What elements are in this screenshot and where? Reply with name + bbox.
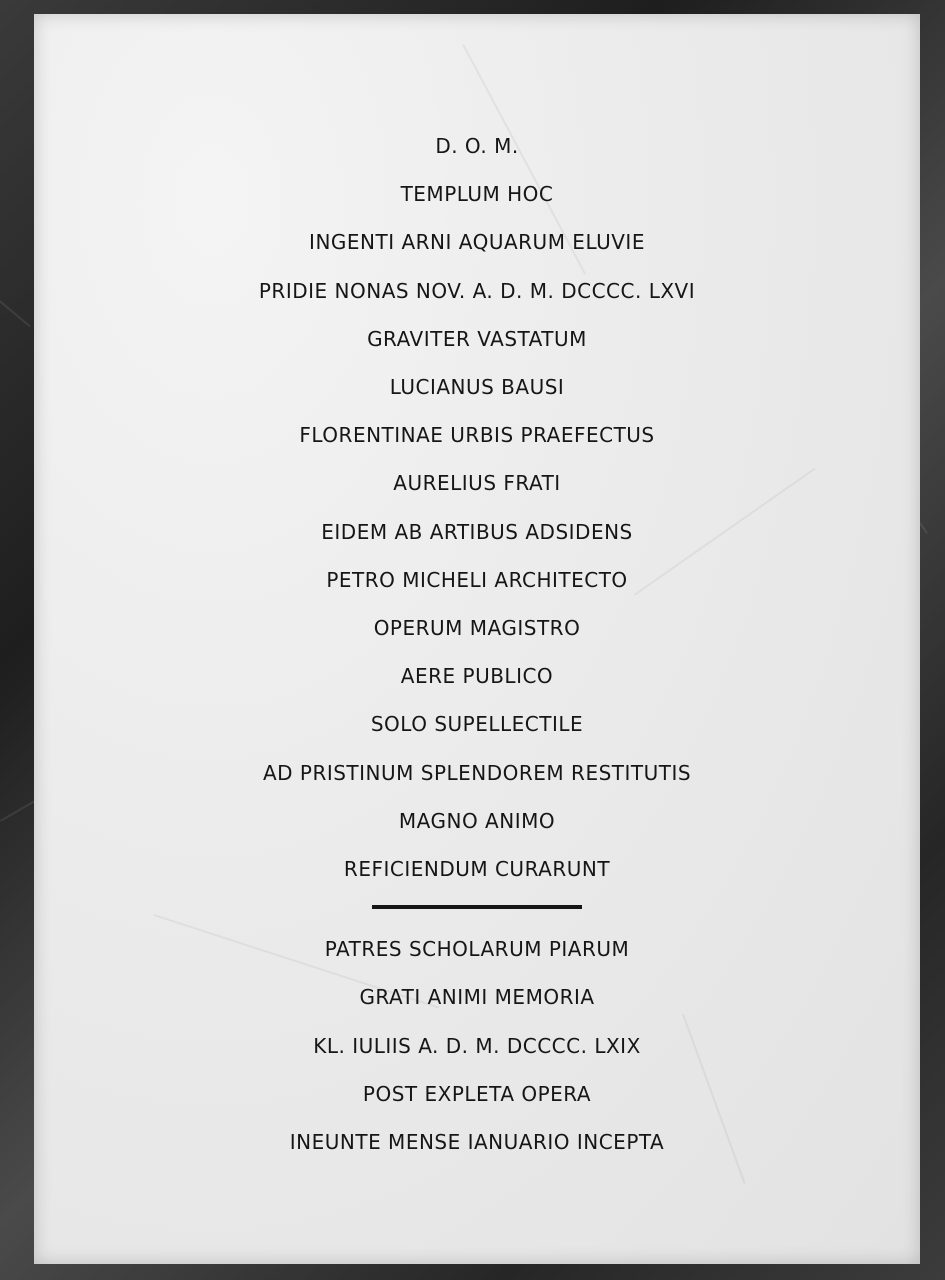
inscription-line: PATRES SCHOLARUM PIARUM [324,937,630,962]
inscription-line: REFICIENDUM CURARUNT [343,857,611,882]
frame-vein [0,300,31,327]
inscription-divider [372,905,582,909]
inscription-line: GRATI ANIMI MEMORIA [359,985,595,1010]
inscription-line: GRAVITER VASTATUM [367,326,587,351]
frame-vein [0,800,36,822]
inscription-line: D. O. M. [435,134,519,158]
inscription-line: LUCIANUS BAUSI [389,375,565,400]
inscription-line: POST EXPLETA OPERA [362,1081,592,1106]
inscription-line: FLORENTINAE URBIS PRAEFECTUS [299,423,655,448]
inscription-line: MAGNO ANIMO [398,808,556,833]
inscription-line: AURELIUS FRATI [393,471,561,496]
inscription-line: KL. IULIIS A. D. M. DCCCC. LXIX [313,1033,641,1058]
inscription [34,122,920,1166]
inscription-line: INGENTI ARNI AQUARUM ELUVIE [309,230,645,255]
inscription-line: INEUNTE MENSE IANUARIO INCEPTA [289,1130,665,1155]
inscription-line: AERE PUBLICO [400,664,554,689]
inscription-line: PRIDIE NONAS NOV. A. D. M. DCCCC. LXVI [258,278,696,303]
inscription-line: OPERUM MAGISTRO [373,616,581,641]
inscription-line: AD PRISTINUM SPLENDOREM RESTITUTIS [262,760,692,785]
inscription-line: TEMPLUM HOC [400,182,554,207]
inscription-line: EIDEM AB ARTIBUS ADSIDENS [321,519,633,544]
marble-plaque [34,14,920,1264]
inscription-line: SOLO SUPELLECTILE [370,712,584,737]
inscription-line: PETRO MICHELI ARCHITECTO [326,567,628,592]
